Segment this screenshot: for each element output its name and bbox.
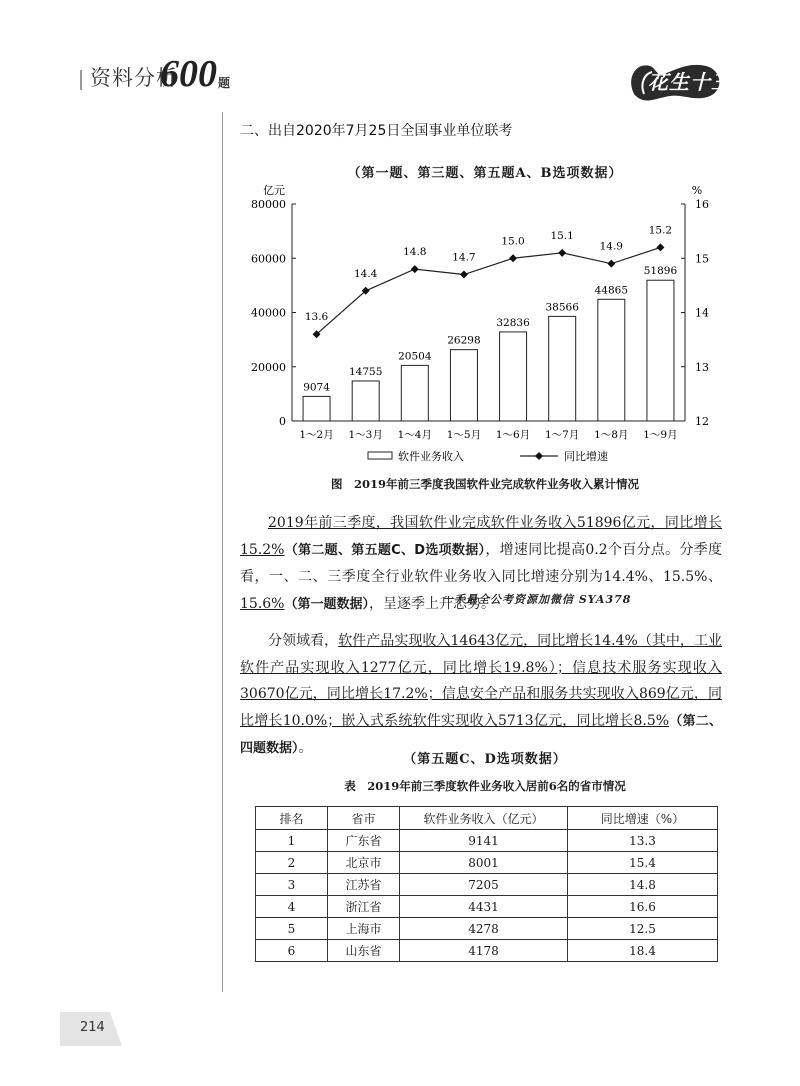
margin-rule <box>222 112 223 992</box>
right-tick-label: 15 <box>695 252 709 266</box>
x-tick-label: 1～4月 <box>397 429 432 441</box>
paragraph-by-sector <box>240 628 722 763</box>
growth-value-label: 15.2 <box>648 224 673 237</box>
table-cell: 北京市 <box>328 852 400 874</box>
right-tick-label: 12 <box>695 415 709 428</box>
bar-value-label: 14755 <box>348 365 383 378</box>
growth-value-label: 15.0 <box>501 235 525 248</box>
logo-text: 花生十三 <box>648 70 732 94</box>
chart-source-note: （第一题、第三题、第五题A、B选项数据） <box>347 166 623 181</box>
table-cell: 18.4 <box>568 940 718 962</box>
question-reference: （第一题数据） <box>284 596 369 612</box>
table-cell: 8001 <box>400 852 568 874</box>
question-reference: （第二、四题数据） <box>240 713 722 756</box>
bar <box>549 316 576 421</box>
bar <box>500 332 527 421</box>
right-tick-label: 14 <box>695 306 709 320</box>
growth-point <box>460 271 468 279</box>
table-cell: 江苏省 <box>328 874 400 896</box>
bar <box>401 365 428 421</box>
growth-value-label: 14.7 <box>452 251 476 264</box>
bar-value-label: 32836 <box>496 316 530 329</box>
x-tick-label: 1～8月 <box>594 429 629 441</box>
table-cell: 4178 <box>400 940 568 962</box>
growth-point <box>607 260 615 268</box>
x-tick-label: 1～5月 <box>446 429 482 441</box>
table-row <box>256 852 718 874</box>
x-tick-label: 1～6月 <box>495 429 531 441</box>
table-source-note: （第五题C、D选项数据） <box>403 752 567 767</box>
table-cell: 9141 <box>400 830 568 852</box>
section-title: 二、出自2020年7月25日全国事业单位联考 <box>240 123 513 139</box>
x-tick-label: 1～3月 <box>348 429 383 441</box>
x-tick-label: 1～2月 <box>299 429 334 441</box>
bar-value-label: 38566 <box>545 301 579 314</box>
legend-marker <box>535 452 543 460</box>
table-cell: 12.5 <box>568 918 718 940</box>
growth-value-label: 14.8 <box>403 246 427 259</box>
bar <box>647 280 674 421</box>
growth-point <box>509 254 517 262</box>
table-cell: 16.6 <box>568 896 718 918</box>
table-cell: 1 <box>256 830 328 852</box>
growth-point <box>656 243 664 251</box>
table-row <box>256 874 718 896</box>
x-tick-label: 1～9月 <box>643 429 678 441</box>
table-row <box>256 940 718 962</box>
table-cell: 4278 <box>400 918 568 940</box>
underlined-fact: 15.6% <box>240 595 285 612</box>
watermark: 一手最全公考资源加微信 SYA378 <box>442 593 632 606</box>
legend-label: 软件业务收入 <box>398 450 464 463</box>
bar <box>598 299 625 421</box>
table-row <box>256 830 718 852</box>
paragraph-text: ，呈逐季上升态势。 <box>369 595 495 612</box>
paragraph-text: ，增速同比提高0.2个百分点。分季度看，一、二、三季度全行业软件业务收入同比增速分别为14.4%、15.5%、 <box>240 541 723 585</box>
paragraph-text: 分领域看， <box>268 633 339 649</box>
book-title: 资料分析 <box>90 66 178 90</box>
bar <box>450 350 477 421</box>
growth-value-label: 13.6 <box>304 311 329 324</box>
revenue-chart <box>240 178 720 478</box>
bar <box>352 381 379 421</box>
table-cell: 5 <box>256 918 328 940</box>
growth-point <box>558 249 566 257</box>
bar-value-label: 20504 <box>398 350 432 363</box>
column-header: 排名 <box>256 807 328 830</box>
book-suffix: 题 <box>218 76 231 90</box>
table-cell: 3 <box>256 874 328 896</box>
left-tick-label: 20000 <box>251 360 286 374</box>
table-cell: 广东省 <box>328 830 400 852</box>
table-cell: 2 <box>256 852 328 874</box>
table-cell: 13.3 <box>568 830 718 852</box>
table-cell: 6 <box>256 940 328 962</box>
table-cell: 15.4 <box>568 852 718 874</box>
table-cell: 4 <box>256 896 328 918</box>
header-divider <box>80 70 82 90</box>
bar-value-label: 51896 <box>643 265 678 278</box>
right-tick-label: 13 <box>695 360 709 374</box>
table-header-row <box>256 807 718 830</box>
table-cell: 4431 <box>400 896 568 918</box>
growth-value-label: 14.9 <box>599 240 624 253</box>
chart-caption: 图 2019年前三季度我国软件业完成软件业务收入累计情况 <box>330 477 639 491</box>
question-reference: （第二题、第五题C、D选项数据） <box>284 542 486 558</box>
right-axis-unit: % <box>691 184 703 197</box>
bar <box>303 396 330 421</box>
bar-value-label: 9074 <box>303 381 330 394</box>
left-tick-label: 60000 <box>251 252 286 266</box>
table-row <box>256 896 718 918</box>
bar-value-label: 26298 <box>447 334 481 347</box>
table-cell: 7205 <box>400 874 568 896</box>
column-header: 同比增速（%） <box>568 807 718 830</box>
table-cell: 上海市 <box>328 918 400 940</box>
province-revenue-table <box>255 806 718 962</box>
paragraph-text: 。 <box>298 740 313 756</box>
left-tick-label: 80000 <box>251 198 286 211</box>
left-tick-label: 0 <box>279 415 286 428</box>
column-header: 省市 <box>328 807 400 830</box>
growth-value-label: 14.4 <box>353 267 378 280</box>
growth-value-label: 15.1 <box>550 229 574 242</box>
table-cell: 14.8 <box>568 874 718 896</box>
table-cell: 山东省 <box>328 940 400 962</box>
book-number: 600 <box>160 53 217 95</box>
left-axis-unit: 亿元 <box>263 184 285 197</box>
underlined-fact: 软件产品实现收入14643亿元，同比增长14.4%（其中，工业软件产品实现收入1277亿元，同比增长19.8%）；信息技术服务实现收入30670亿元，同比增长17.2%；信息安全产品和服务共实现收入869亿元，同比增长10.0%；嵌入式系统软件实现收入5713亿元，同比增长8.5% <box>240 633 723 729</box>
column-header: 软件业务收入（亿元） <box>400 807 568 830</box>
table-row <box>256 918 718 940</box>
x-tick-label: 1～7月 <box>545 429 580 441</box>
table-caption: 表 2019年前三季度软件业务收入居前6名的省市情况 <box>344 779 626 793</box>
right-tick-label: 16 <box>695 198 709 211</box>
left-tick-label: 40000 <box>251 306 286 320</box>
bar-value-label: 44865 <box>594 284 629 297</box>
table-cell: 浙江省 <box>328 896 400 918</box>
page-number: 214 <box>80 1020 105 1035</box>
legend-bar-swatch <box>368 452 392 459</box>
underlined-fact: 2019年前三季度，我国软件业完成软件业务收入51896亿元，同比增长15.2% <box>240 515 722 558</box>
legend-label: 同比增速 <box>564 450 608 463</box>
growth-point <box>411 265 419 273</box>
